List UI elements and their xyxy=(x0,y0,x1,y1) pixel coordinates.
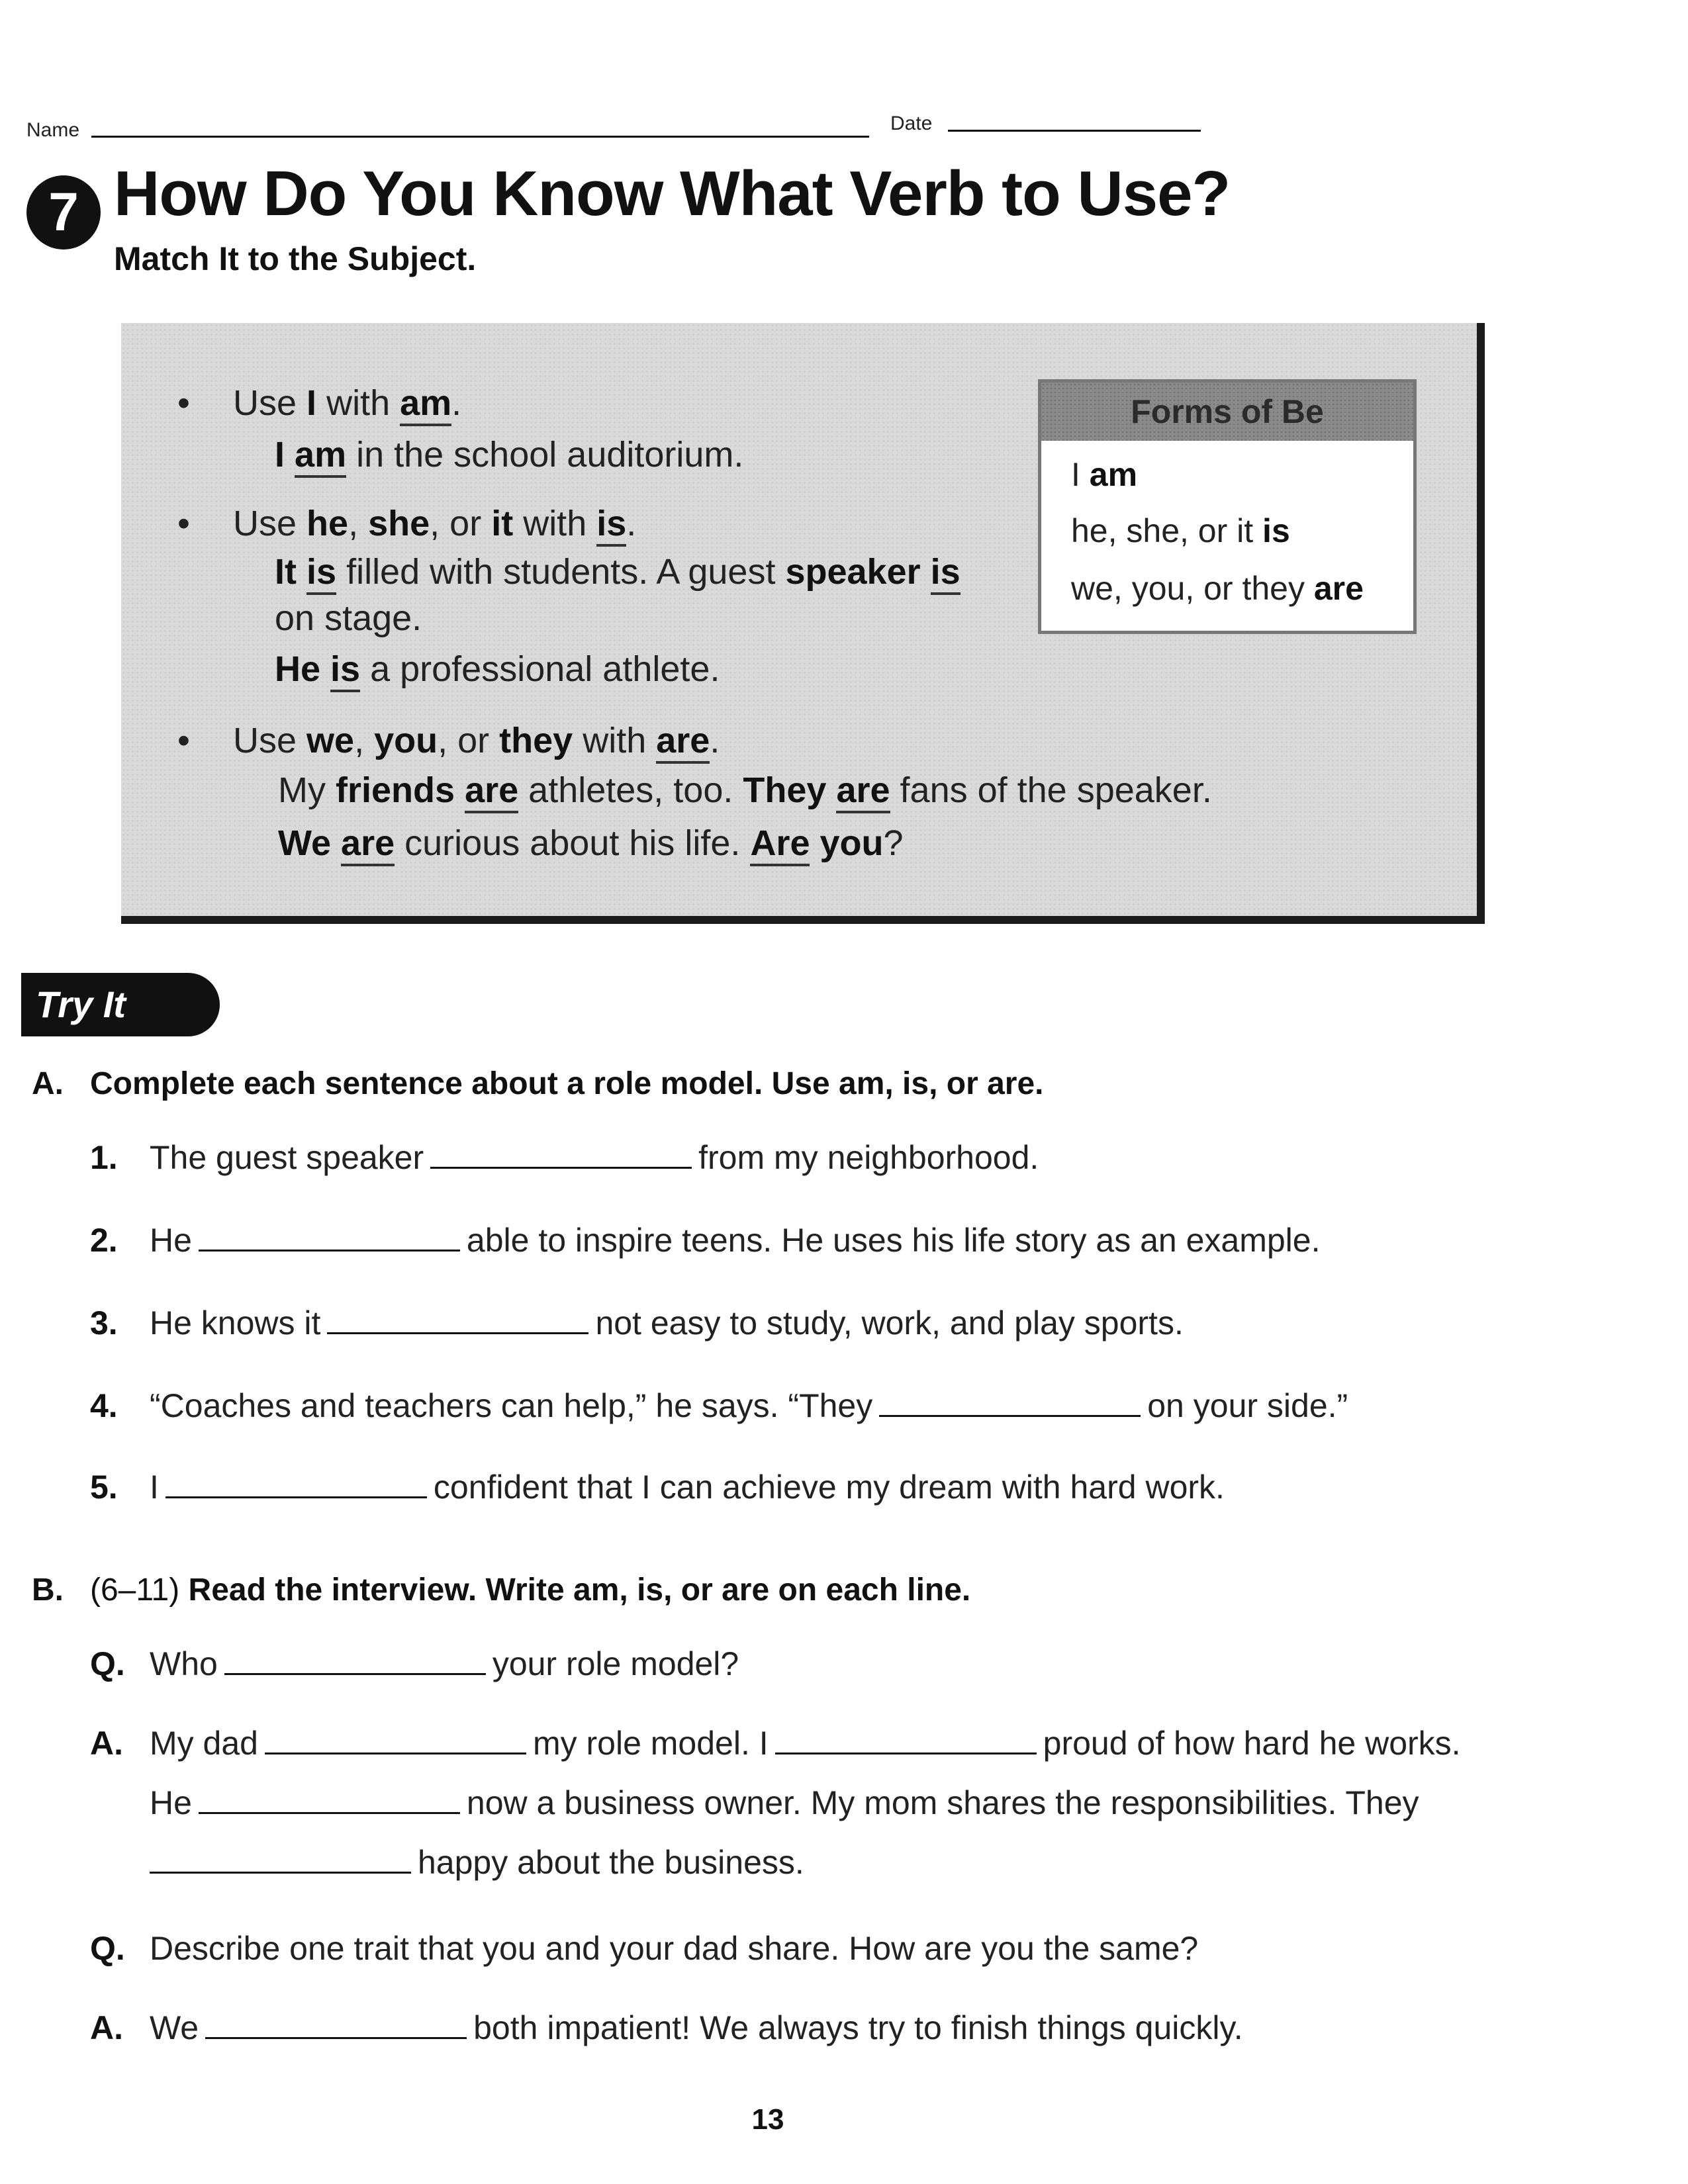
exercise-item-2: 2. He able to inspire teens. He uses his life story as an example. xyxy=(90,1222,1321,1259)
rule-3-example-1: My friends are athletes, too. They are fans of the speaker. xyxy=(278,764,1212,816)
page-title: How Do You Know What Verb to Use? xyxy=(114,158,1231,229)
rule-3: Use we, you, or they with are. xyxy=(233,715,720,766)
lesson-number-badge: 7 xyxy=(26,175,101,250)
name-line[interactable] xyxy=(91,136,869,138)
rule-2-example-1-cont: on stage. xyxy=(275,598,422,638)
answer-blank[interactable] xyxy=(430,1167,692,1169)
bullet-icon: • xyxy=(177,721,190,760)
interview-answer-1-line-2: He now a business owner. My mom shares the responsibilities. They xyxy=(150,1784,1419,1821)
rule-2-example-2: He is a professional athlete. xyxy=(275,643,720,695)
answer-blank[interactable] xyxy=(224,1673,486,1675)
date-label: Date xyxy=(890,113,933,134)
section-a-instructions: A. Complete each sentence about a role model. Use am, is, or are. xyxy=(32,1066,1044,1101)
forms-row-we-you-they: we, you, or they are xyxy=(1071,570,1364,607)
exercise-item-4: 4. “Coaches and teachers can help,” he says. “They on your side.” xyxy=(90,1387,1348,1424)
forms-row-i: I am xyxy=(1071,456,1138,493)
try-it-banner: Try It xyxy=(21,973,220,1036)
answer-blank[interactable] xyxy=(879,1415,1141,1417)
rule-3-example-2: We are curious about his life. Are you? xyxy=(278,817,904,869)
name-label: Name xyxy=(26,119,80,141)
interview-question-2: Q. Describe one trait that you and your dad share. How are you the same? xyxy=(90,1930,1199,1967)
interview-answer-1: A. My dad my role model. I proud of how hard he works. xyxy=(90,1725,1461,1762)
bullet-icon: • xyxy=(177,383,190,423)
forms-of-be-table xyxy=(1038,379,1417,634)
answer-blank[interactable] xyxy=(150,1872,411,1874)
date-line[interactable] xyxy=(948,130,1201,132)
answer-blank[interactable] xyxy=(199,1250,460,1251)
rule-1: Use I with am. xyxy=(233,377,461,429)
exercise-item-3: 3. He knows it not easy to study, work, and play sports. xyxy=(90,1304,1184,1342)
answer-blank[interactable] xyxy=(205,2037,467,2039)
interview-answer-2: A. We both impatient! We always try to finish things quickly. xyxy=(90,2009,1243,2046)
answer-blank[interactable] xyxy=(327,1332,588,1334)
page-subtitle: Match It to the Subject. xyxy=(114,240,477,277)
rule-2-example-1: It is filled with students. A guest speaker is xyxy=(275,546,961,598)
interview-question-1: Q. Who your role model? xyxy=(90,1645,739,1682)
section-b-instructions: B. (6–11) Read the interview. Write am, is, or are on each line. xyxy=(32,1572,971,1608)
answer-blank[interactable] xyxy=(775,1752,1037,1754)
exercise-item-1: 1. The guest speaker from my neighborhood. xyxy=(90,1139,1039,1176)
bullet-icon: • xyxy=(177,504,190,543)
page-number: 13 xyxy=(751,2103,784,2136)
answer-blank[interactable] xyxy=(165,1496,427,1498)
answer-blank[interactable] xyxy=(265,1752,526,1754)
rule-2: Use he, she, or it with is. xyxy=(233,498,636,549)
exercise-item-5: 5. I confident that I can achieve my dream with hard work. xyxy=(90,1469,1225,1506)
forms-row-he-she-it: he, she, or it is xyxy=(1071,512,1290,549)
answer-blank[interactable] xyxy=(199,1812,460,1814)
forms-of-be-heading: Forms of Be xyxy=(1041,383,1413,441)
rule-1-example: I am in the school auditorium. xyxy=(275,429,743,480)
interview-answer-1-line-3: happy about the business. xyxy=(150,1843,804,1882)
